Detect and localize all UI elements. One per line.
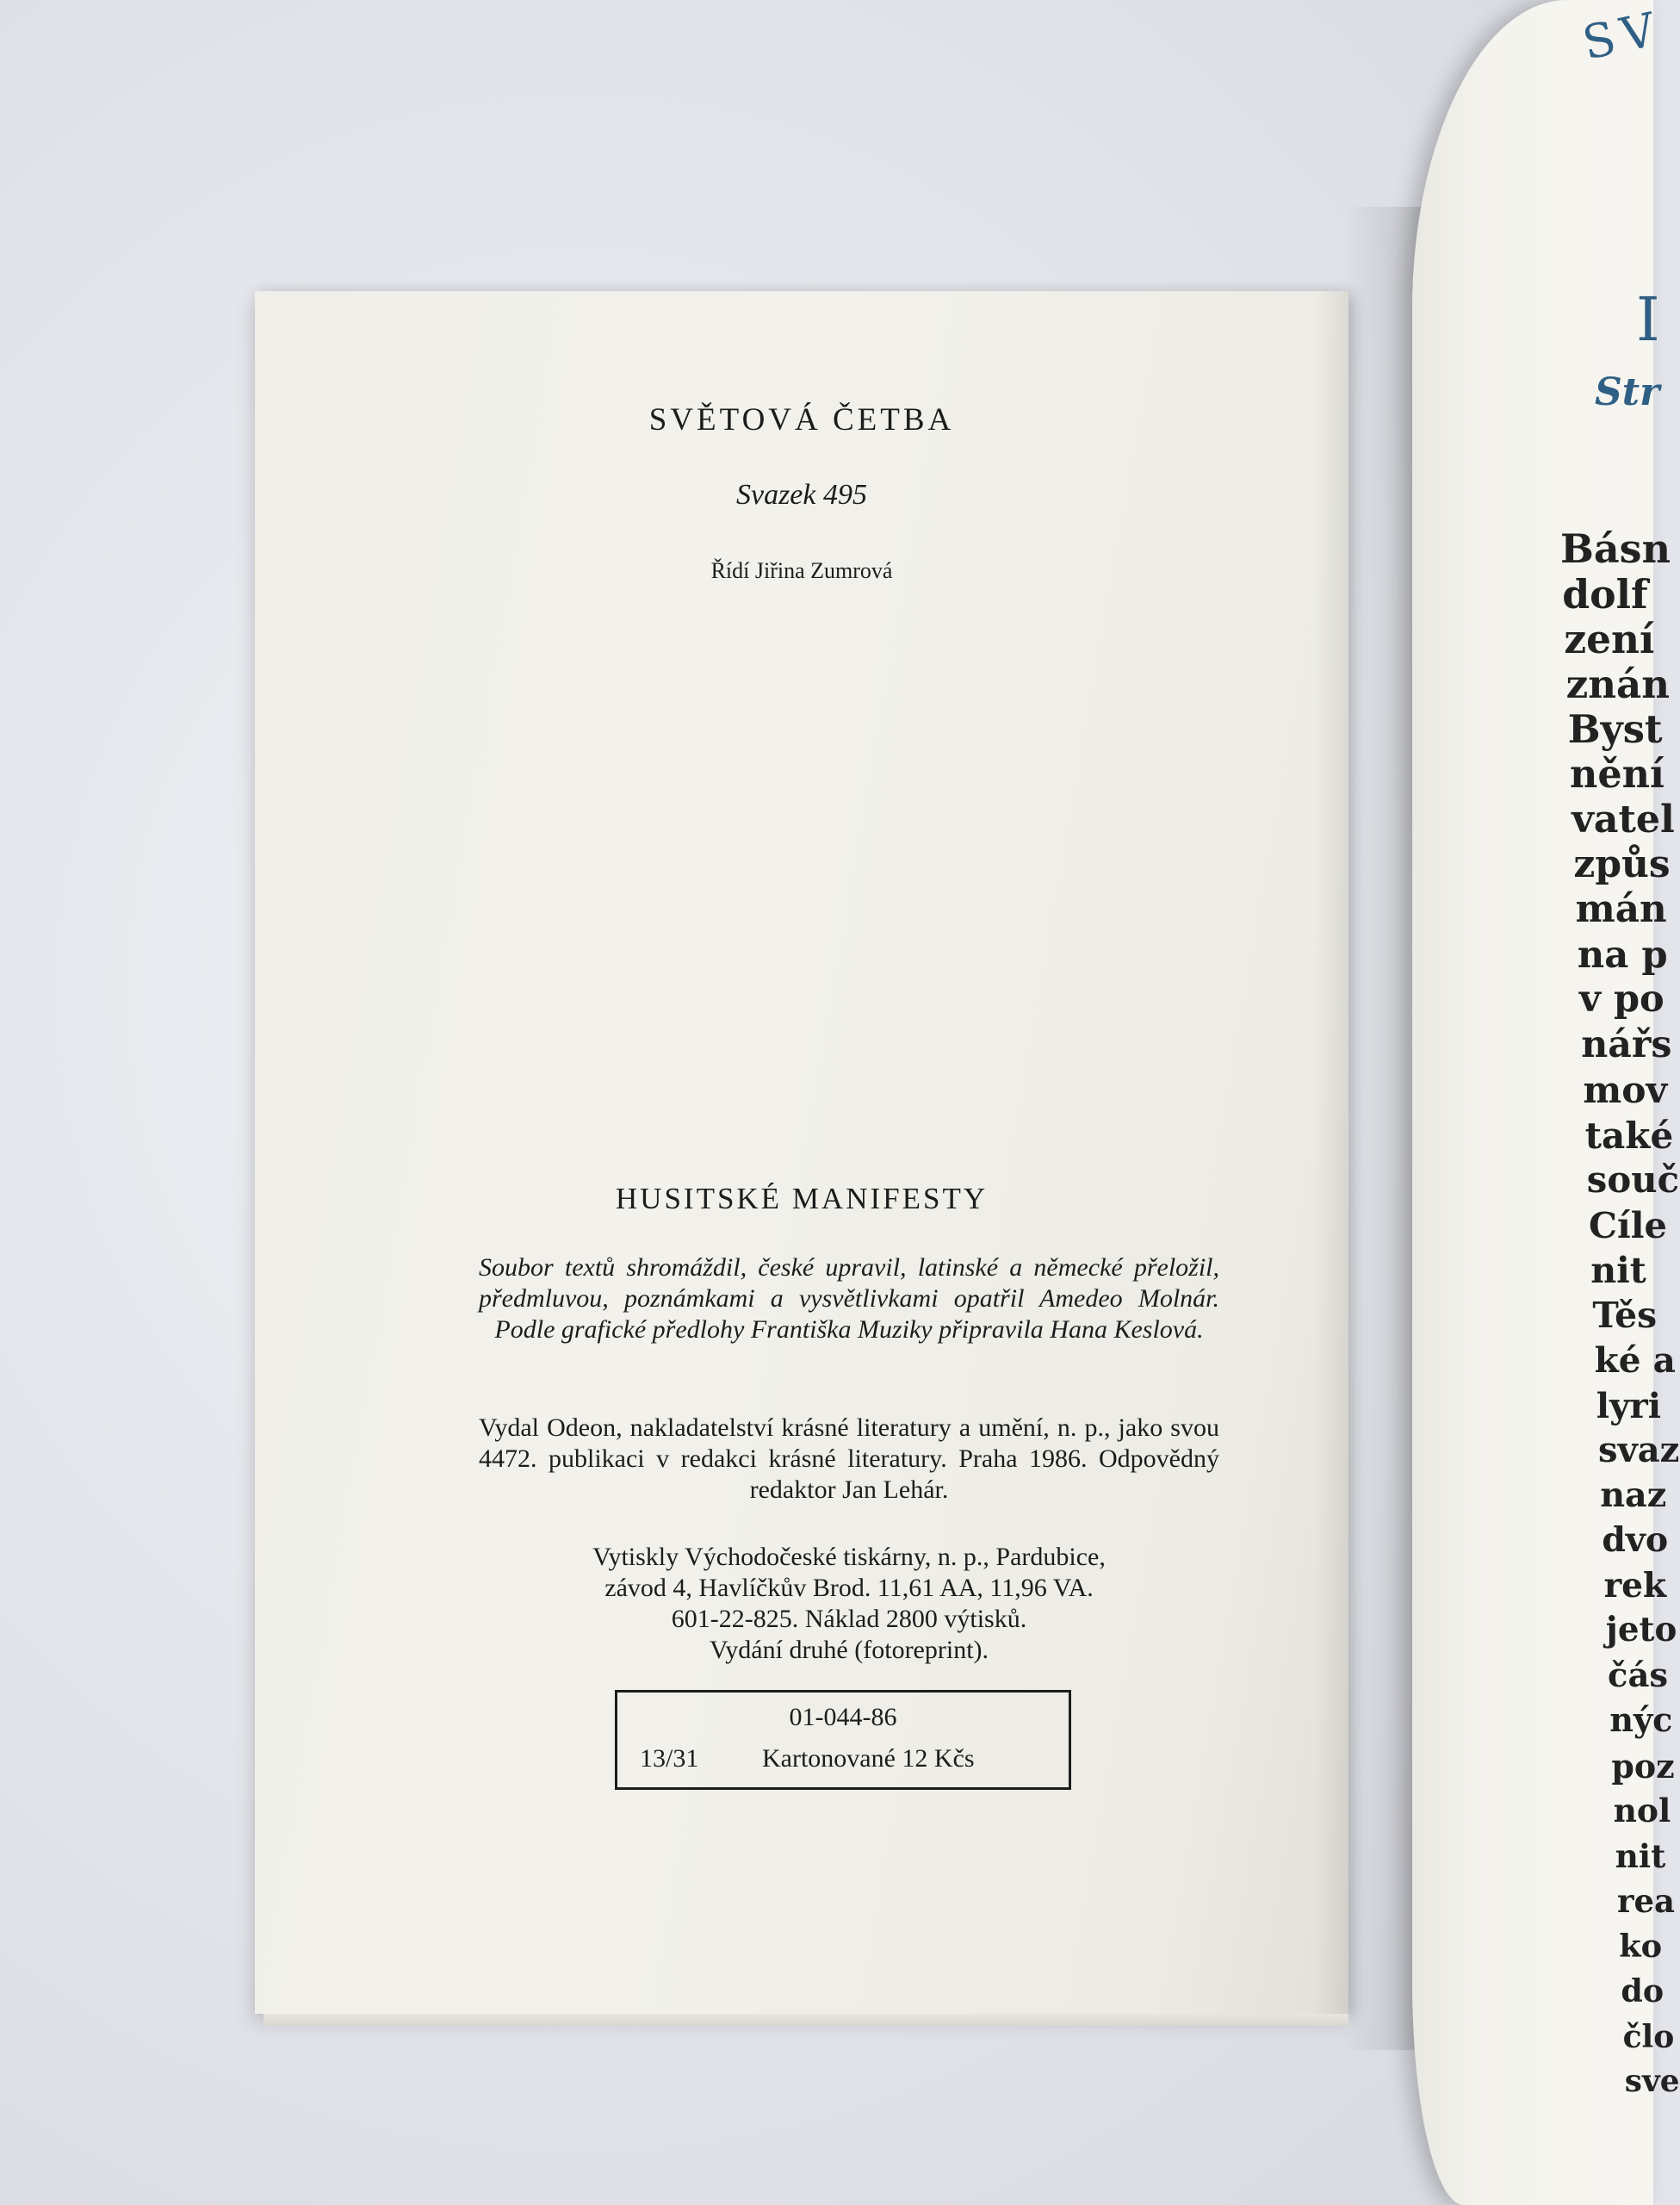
right-page-text-line: jeto — [1605, 1611, 1677, 1649]
price: Kartonované 12 Kčs — [762, 1744, 975, 1773]
right-page-text-line: nýc — [1609, 1701, 1673, 1740]
right-page-text-line: ko — [1619, 1927, 1663, 1965]
printer-line: Vytiskly Východočeské tiskárny, n. p., Pardubice, — [592, 1543, 1106, 1571]
right-page-text-line: také — [1584, 1113, 1674, 1157]
series-editor: Řídí Jiřina Zumrová — [710, 558, 893, 583]
right-page-text-line: znán — [1565, 661, 1670, 707]
catalog-code: 01-044-86 — [789, 1703, 897, 1731]
credits-paragraph: Soubor textů shromáždil, české upravil, latinské a německé přeložil, předmluvou, poznámkami a vysvětlivkami opatřil Amedeo Molnár. Podle grafické předlohy Františka Muziky připravila Hana Keslová. — [479, 1253, 1219, 1344]
right-page-text-line: rea — [1617, 1882, 1676, 1920]
printer-line: Vydání druhé (fotoreprint). — [709, 1636, 989, 1664]
right-page-series-fragment: SV — [1578, 1, 1667, 71]
classification: 13/31 — [640, 1744, 699, 1773]
volume-number: Svazek 495 — [735, 479, 867, 511]
right-page-text-line: svaz — [1598, 1430, 1680, 1470]
printer-paragraph — [479, 1542, 1219, 1666]
price-box — [615, 1690, 1071, 1790]
right-page-text-line: nářs — [1581, 1022, 1672, 1066]
right-page-text-line: poz — [1611, 1746, 1675, 1786]
right-page-text-line: nění — [1570, 751, 1665, 797]
right-page-text-line: člo — [1622, 2017, 1675, 2055]
right-page-text-line: způs — [1573, 842, 1671, 886]
printer-line: 601-22-825. Náklad 2800 výtisků. — [671, 1605, 1027, 1633]
right-page-italic-fragment: Str — [1595, 370, 1660, 414]
right-page-text-line: lyri — [1596, 1384, 1662, 1426]
right-page-text-line: Byst — [1567, 706, 1663, 752]
right-page-text-line: na p — [1577, 932, 1668, 977]
right-page-initial-fragment: I — [1636, 284, 1660, 355]
right-page-text-line: do — [1621, 1972, 1665, 2009]
right-page-text-line: dolf — [1562, 570, 1648, 618]
right-page-text-line: nit — [1615, 1836, 1666, 1875]
right-page-text-line: mán — [1575, 887, 1667, 931]
right-page-text-line: souč — [1586, 1158, 1680, 1201]
right-page-text-line: sve — [1624, 2063, 1680, 2099]
right-page-text-line: dvo — [1602, 1520, 1669, 1560]
book-title: HUSITSKÉ MANIFESTY — [615, 1182, 989, 1215]
right-page-text-line: čás — [1608, 1655, 1669, 1695]
right-page-text-line: vatel — [1572, 797, 1675, 842]
right-page-text-line: ké a — [1594, 1339, 1676, 1381]
page-gutter — [1314, 291, 1348, 2014]
left-page — [255, 291, 1348, 2014]
printer-line: závod 4, Havlíčkův Brod. 11,61 AA, 11,96 VA. — [604, 1574, 1094, 1602]
publisher-paragraph: Vydal Odeon, nakladatelství krásné literatury a umění, n. p., jako svou 4472. publikaci v redakci krásné literatury. Praha 1986. Odpovědný redaktor Jan Lehár. — [479, 1413, 1219, 1504]
series-title: SVĚTOVÁ ČETBA — [648, 402, 955, 438]
right-page-text-line: Básn — [1560, 525, 1671, 572]
right-page-text-line: Cíle — [1589, 1203, 1667, 1246]
right-page-text-line: nol — [1613, 1792, 1671, 1829]
right-page-text-line: rek — [1603, 1565, 1667, 1606]
right-page-text-line: mov — [1583, 1068, 1668, 1111]
right-page-text-line: zení — [1564, 616, 1655, 662]
right-page-text-line: nit — [1590, 1249, 1646, 1291]
right-page-text-line: Těs — [1592, 1294, 1658, 1336]
page-edge — [263, 2014, 1348, 2026]
right-page-text-line: v po — [1579, 978, 1665, 1021]
right-page-text-line: naz — [1600, 1475, 1667, 1515]
